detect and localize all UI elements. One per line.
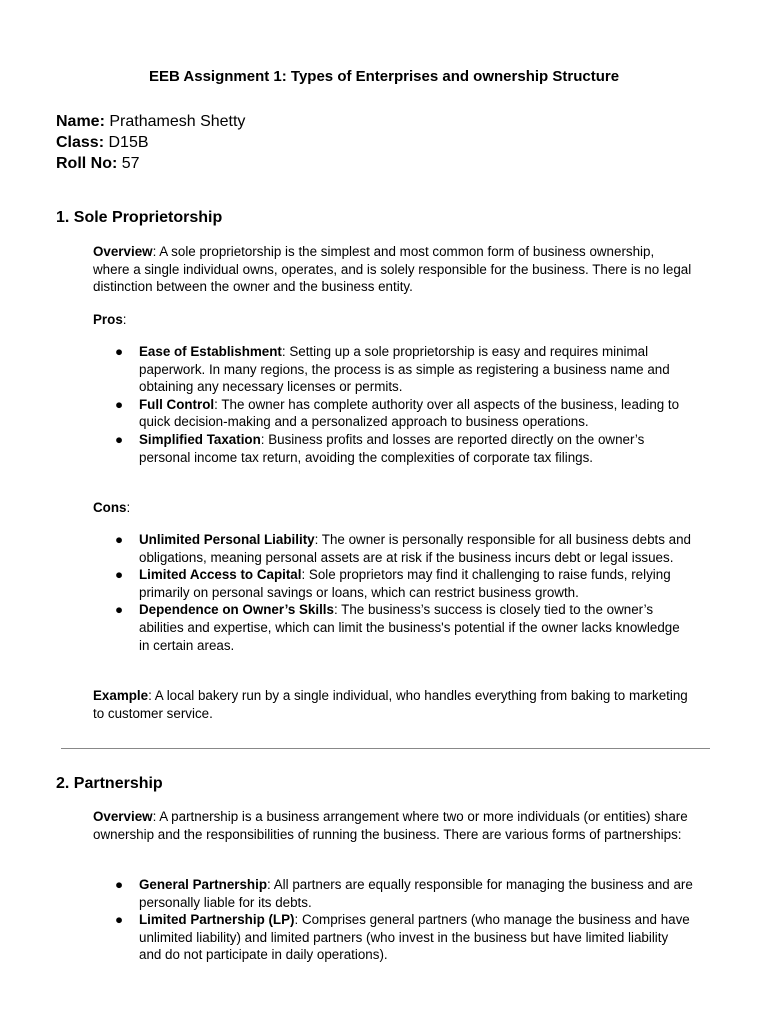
overview-paragraph xyxy=(93,243,693,296)
list-item xyxy=(93,566,693,601)
bullet-icon: ● xyxy=(115,602,124,618)
item-title: Limited Partnership (LP) xyxy=(139,912,295,928)
bullet-icon: ● xyxy=(115,877,124,892)
overview-text: : A sole proprietorship is the simplest and most common form of business ownership, where a single individual owns, operates, and is solely responsible for the business. There is no legal distinction between the owner and the business entity. xyxy=(93,244,692,295)
class-label: Class: xyxy=(56,134,105,151)
overview-paragraph xyxy=(93,808,693,843)
cons-list xyxy=(93,531,693,654)
item-text: : Sole proprietors may find it challenging to raise funds, relying primarily on personal savings or loans, which can restrict business growth. xyxy=(139,567,671,600)
item-text: : The owner is personally responsible for all business debts and obligations, meaning personal assets are at risk if the business incurs debt or legal issues. xyxy=(139,532,691,565)
bullet-icon: ● xyxy=(115,344,124,359)
item-title: General Partnership xyxy=(139,877,268,892)
example-text: : A local bakery run by a single individual, who handles everything from baking to marketing to customer service. xyxy=(93,688,688,721)
class-value: D15B xyxy=(108,134,149,151)
section-heading-partnership: 2. Partnership xyxy=(56,775,163,792)
name-label: Name: xyxy=(56,113,105,130)
cons-label: Cons xyxy=(93,500,127,515)
cons-heading xyxy=(93,499,693,517)
item-text: : The owner has complete authority over all aspects of the business, leading to quick decision-making and a personalized approach to business operations. xyxy=(139,396,680,430)
item-text: : Comprises general partners (who manage the business and have unlimited liability) and limited partners (who invest in the business but have limited liability and do not participate in daily operations). xyxy=(139,912,690,963)
item-title: Unlimited Personal Liability xyxy=(139,532,315,547)
item-text: : All partners are equally responsible for managing the business and are personally liable for its debts. xyxy=(139,877,693,910)
list-item xyxy=(93,343,693,396)
list-item xyxy=(93,911,693,964)
pros-heading xyxy=(93,311,693,329)
list-item xyxy=(93,396,693,431)
item-text: : Business profits and losses are reported directly on the owner’s personal income tax return, avoiding the complexities of corporate tax filings. xyxy=(139,431,645,465)
list-item xyxy=(93,431,693,466)
roll-value: 57 xyxy=(121,155,140,172)
bullet-icon: ● xyxy=(115,532,124,547)
overview-text: : A partnership is a business arrangement where two or more individuals (or entities) share ownership and the responsibilities of running the business. There are various forms of partnerships: xyxy=(93,809,688,842)
bullet-icon: ● xyxy=(115,431,124,447)
example-label: Example xyxy=(93,688,149,703)
bullet-icon: ● xyxy=(115,912,124,928)
overview-label: Overview xyxy=(93,809,153,824)
bullet-icon: ● xyxy=(115,567,124,583)
bullet-icon: ● xyxy=(115,396,124,412)
item-title: Ease of Establishment xyxy=(139,344,282,359)
item-title: Dependence on Owner’s Skills xyxy=(139,602,334,618)
item-title: Limited Access to Capital xyxy=(139,567,302,583)
section-heading-sole-proprietorship: 1. Sole Proprietorship xyxy=(56,209,223,226)
name-line xyxy=(56,111,245,132)
item-text: : The business’s success is closely tied to the owner’s abilities and expertise, which can limit the business's potential if the owner lacks knowledge in certain areas. xyxy=(139,602,680,653)
item-title: Simplified Taxation xyxy=(139,431,261,447)
cons-colon: : xyxy=(126,500,131,515)
roll-line xyxy=(56,153,245,174)
list-item xyxy=(93,601,693,654)
student-info xyxy=(56,111,245,174)
pros-label: Pros xyxy=(93,312,123,327)
item-title: Full Control xyxy=(139,396,215,412)
partnership-types-list xyxy=(93,876,693,964)
section-divider xyxy=(61,748,710,749)
document-title: EEB Assignment 1: Types of Enterprises and ownership Structure xyxy=(148,68,620,85)
pros-list xyxy=(93,343,693,466)
example-paragraph xyxy=(93,687,693,722)
list-item xyxy=(93,531,693,566)
list-item xyxy=(93,876,693,911)
pros-colon: : xyxy=(122,312,127,327)
roll-label: Roll No: xyxy=(56,155,118,172)
class-line xyxy=(56,132,245,153)
name-value: Prathamesh Shetty xyxy=(109,113,246,130)
overview-label: Overview xyxy=(93,244,153,259)
item-text: : Setting up a sole proprietorship is easy and requires minimal paperwork. In many regions, the process is as simple as registering a business name and obtaining any necessary licenses or permits. xyxy=(139,344,670,395)
